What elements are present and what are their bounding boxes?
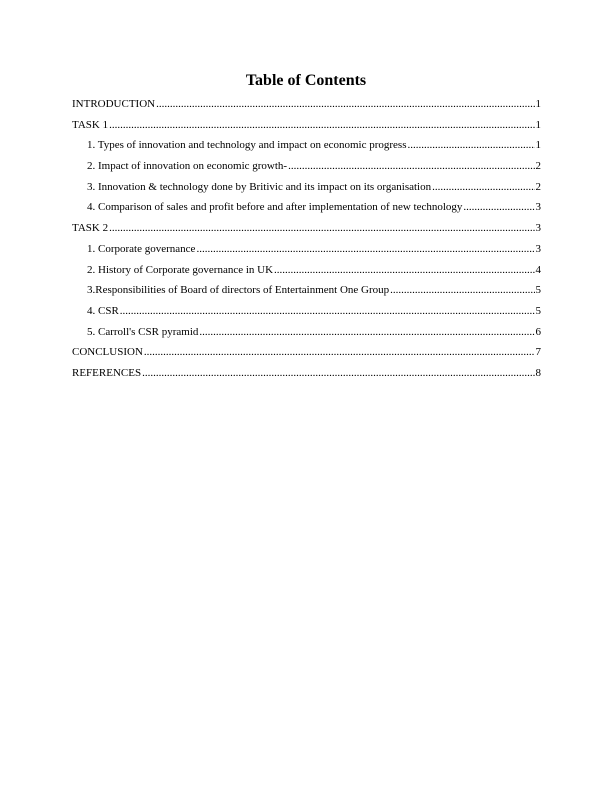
toc-entry-text: TASK 2 bbox=[72, 222, 109, 235]
toc-page-number: 3 bbox=[535, 222, 541, 235]
toc-list bbox=[72, 97, 541, 387]
toc-page-number: 3 bbox=[535, 242, 541, 255]
toc-entry-text: REFERENCES bbox=[72, 366, 142, 379]
toc-dot-leader bbox=[156, 97, 534, 111]
toc-entry-text: 3.Responsibilities of Board of directors of Entertainment One Group bbox=[87, 284, 390, 297]
toc-entry-text: 1. Corporate governance bbox=[87, 242, 196, 255]
toc-entry-task-1[interactable] bbox=[72, 118, 541, 139]
toc-entry-comparison-sales-profit[interactable] bbox=[72, 200, 541, 221]
toc-dot-leader bbox=[432, 180, 534, 194]
toc-dot-leader bbox=[109, 118, 534, 132]
toc-entry-csr[interactable] bbox=[72, 304, 541, 325]
toc-dot-leader bbox=[109, 221, 534, 235]
toc-entry-text: 2. History of Corporate governance in UK bbox=[87, 263, 274, 276]
toc-page-number: 8 bbox=[535, 366, 541, 379]
toc-entry-conclusion[interactable] bbox=[72, 345, 541, 366]
toc-entry-introduction[interactable] bbox=[72, 97, 541, 118]
toc-page-number: 1 bbox=[535, 118, 541, 131]
toc-page-number: 3 bbox=[535, 201, 541, 214]
toc-page-number: 4 bbox=[535, 263, 541, 276]
toc-page-number: 2 bbox=[535, 160, 541, 173]
toc-dot-leader bbox=[199, 325, 534, 339]
toc-page-number: 1 bbox=[535, 139, 541, 152]
toc-page-number: 7 bbox=[535, 346, 541, 359]
toc-page-number: 2 bbox=[535, 180, 541, 193]
toc-entry-references[interactable] bbox=[72, 366, 541, 387]
toc-page-number: 5 bbox=[535, 304, 541, 317]
toc-entry-text: INTRODUCTION bbox=[72, 98, 156, 110]
toc-page-number: 6 bbox=[535, 325, 541, 338]
toc-entry-impact-of-innovation[interactable] bbox=[72, 159, 541, 180]
toc-entry-text: CONCLUSION bbox=[72, 346, 143, 359]
toc-dot-leader bbox=[196, 242, 534, 256]
toc-entry-text: 1. Types of innovation and technology and impact on economic progress bbox=[87, 139, 407, 152]
toc-dot-leader bbox=[144, 345, 535, 359]
toc-entry-history-corporate-governance[interactable] bbox=[72, 263, 541, 284]
toc-entry-text: 4. CSR bbox=[87, 304, 119, 317]
toc-entry-carrolls-csr-pyramid[interactable] bbox=[72, 325, 541, 346]
toc-entry-text: TASK 1 bbox=[72, 118, 109, 131]
toc-title: Table of Contents bbox=[245, 72, 367, 89]
toc-dot-leader bbox=[142, 366, 534, 380]
toc-entry-corporate-governance[interactable] bbox=[72, 242, 541, 263]
toc-dot-leader bbox=[407, 138, 534, 152]
toc-dot-leader bbox=[390, 283, 534, 297]
toc-page-number: 5 bbox=[535, 284, 541, 297]
toc-entry-text: 4. Comparison of sales and profit before and after implementation of new technology bbox=[87, 201, 463, 214]
toc-entry-responsibilities-board[interactable] bbox=[72, 283, 541, 304]
toc-dot-leader bbox=[288, 159, 534, 173]
toc-dot-leader bbox=[274, 263, 534, 277]
toc-entry-text: 3. Innovation & technology done by Britivic and its impact on its organisation bbox=[87, 180, 432, 193]
toc-entry-text: 2. Impact of innovation on economic growth- bbox=[87, 160, 288, 173]
toc-entry-innovation-britivic[interactable] bbox=[72, 180, 541, 201]
toc-entry-task-2[interactable] bbox=[72, 221, 541, 242]
toc-entry-types-of-innovation[interactable] bbox=[72, 138, 541, 159]
toc-dot-leader bbox=[120, 304, 535, 318]
toc-page-number: 1 bbox=[535, 98, 541, 110]
toc-entry-text: 5. Carroll's CSR pyramid bbox=[87, 325, 199, 338]
toc-dot-leader bbox=[463, 200, 534, 214]
